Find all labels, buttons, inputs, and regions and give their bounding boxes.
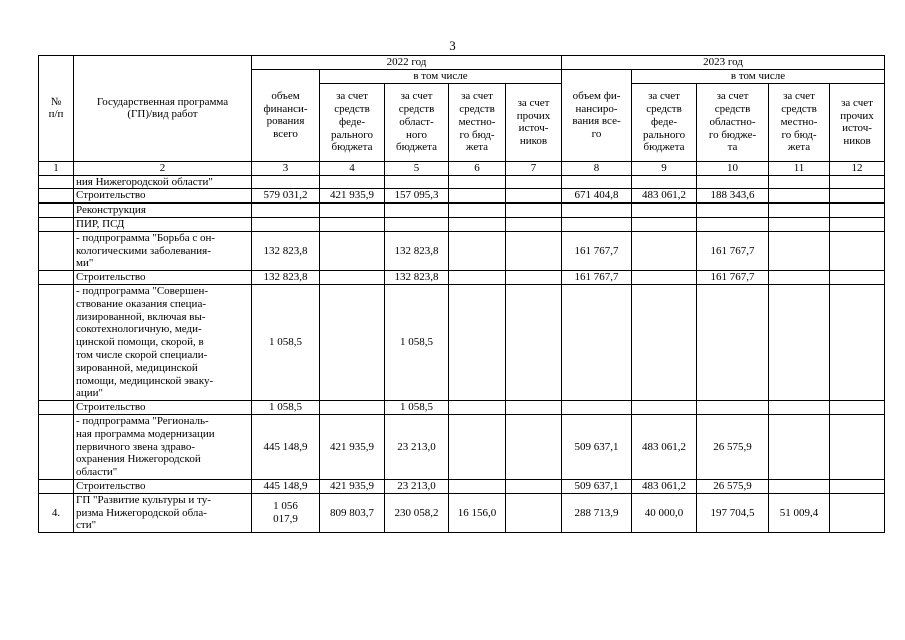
value-cell: 51 009,4: [769, 493, 830, 532]
value-cell: [320, 203, 385, 217]
row-name: Строительство: [74, 401, 252, 415]
table-row: [39, 203, 885, 217]
value-cell: [252, 175, 320, 189]
row-number: [39, 203, 74, 217]
value-cell: [830, 203, 885, 217]
value-cell: 445 148,9: [252, 479, 320, 493]
value-cell: 579 031,2: [252, 189, 320, 203]
col-number: 3: [252, 161, 320, 175]
value-cell: [449, 284, 506, 400]
value-cell: [562, 217, 632, 231]
value-cell: [562, 175, 632, 189]
header-2022-total: объем финанси- рования всего: [252, 70, 320, 162]
row-name: ния Нижегородской области": [74, 175, 252, 189]
header-2022-including: в том числе: [320, 70, 562, 84]
value-cell: 161 767,7: [697, 271, 769, 285]
table-row: [39, 284, 885, 400]
value-cell: 1 058,5: [252, 401, 320, 415]
col-number: 9: [632, 161, 697, 175]
value-cell: 23 213,0: [385, 479, 449, 493]
table-row: [39, 479, 885, 493]
value-cell: [830, 271, 885, 285]
table-row: [39, 401, 885, 415]
value-cell: [632, 217, 697, 231]
header-2023-total: объем фи- нансиро- вания все- го: [562, 70, 632, 162]
value-cell: [449, 231, 506, 270]
value-cell: [632, 401, 697, 415]
col-number: 6: [449, 161, 506, 175]
value-cell: [449, 271, 506, 285]
table-row: [39, 414, 885, 479]
value-cell: [449, 479, 506, 493]
table-row: [39, 231, 885, 270]
value-cell: [830, 284, 885, 400]
value-cell: [449, 401, 506, 415]
value-cell: [769, 203, 830, 217]
value-cell: 809 803,7: [320, 493, 385, 532]
value-cell: 197 704,5: [697, 493, 769, 532]
value-cell: 26 575,9: [697, 414, 769, 479]
table-row: [39, 175, 885, 189]
value-cell: 157 095,3: [385, 189, 449, 203]
value-cell: [320, 231, 385, 270]
row-name: Строительство: [74, 479, 252, 493]
value-cell: 421 935,9: [320, 479, 385, 493]
table-row: [39, 271, 885, 285]
value-cell: [769, 231, 830, 270]
header-year-2023: 2023 год: [562, 56, 885, 70]
value-cell: [506, 203, 562, 217]
value-cell: [769, 189, 830, 203]
row-number: [39, 284, 74, 400]
value-cell: [506, 479, 562, 493]
value-cell: 445 148,9: [252, 414, 320, 479]
value-cell: 1 058,5: [252, 284, 320, 400]
value-cell: 421 935,9: [320, 189, 385, 203]
value-cell: 483 061,2: [632, 414, 697, 479]
value-cell: 421 935,9: [320, 414, 385, 479]
value-cell: [830, 189, 885, 203]
value-cell: [320, 175, 385, 189]
value-cell: [697, 203, 769, 217]
value-cell: [830, 231, 885, 270]
page-number: 3: [449, 38, 456, 53]
col-number: 8: [562, 161, 632, 175]
value-cell: 161 767,7: [697, 231, 769, 270]
value-cell: [830, 401, 885, 415]
value-cell: 1 058,5: [385, 284, 449, 400]
value-cell: [449, 189, 506, 203]
value-cell: 288 713,9: [562, 493, 632, 532]
row-number: [39, 479, 74, 493]
row-name: ГП "Развитие культуры и ту- ризма Нижегородской обла- сти": [74, 493, 252, 532]
value-cell: [449, 414, 506, 479]
value-cell: [506, 189, 562, 203]
value-cell: [252, 203, 320, 217]
value-cell: [449, 175, 506, 189]
table-row: [39, 493, 885, 532]
row-number: [39, 271, 74, 285]
value-cell: 1 058,5: [385, 401, 449, 415]
header-program: Государственная программа (ГП)/вид работ: [74, 56, 252, 162]
value-cell: 509 637,1: [562, 479, 632, 493]
value-cell: [632, 271, 697, 285]
value-cell: [506, 493, 562, 532]
row-name: - подпрограмма "Совершен- ствование оказания специа- лизированной, включая вы- сокотехнологичную, меди- цинской помощи, скорой, в том числе скорой специали- зированной, медицинской помощи, медицинской эваку- ации": [74, 284, 252, 400]
value-cell: 671 404,8: [562, 189, 632, 203]
col-number: 2: [74, 161, 252, 175]
value-cell: [632, 175, 697, 189]
value-cell: [506, 231, 562, 270]
col-number: 4: [320, 161, 385, 175]
value-cell: [385, 217, 449, 231]
header-year-2022: 2022 год: [252, 56, 562, 70]
row-number: [39, 231, 74, 270]
value-cell: [632, 284, 697, 400]
value-cell: [830, 175, 885, 189]
value-cell: 132 823,8: [385, 231, 449, 270]
value-cell: [697, 217, 769, 231]
budget-table: [38, 55, 885, 533]
row-name: ПИР, ПСД: [74, 217, 252, 231]
col-number: 11: [769, 161, 830, 175]
value-cell: 23 213,0: [385, 414, 449, 479]
value-cell: 161 767,7: [562, 271, 632, 285]
value-cell: 483 061,2: [632, 189, 697, 203]
value-cell: [449, 203, 506, 217]
header-2022-local: за счет средств местно- го бюд- жета: [449, 83, 506, 161]
table-row: [39, 189, 885, 203]
col-number: 7: [506, 161, 562, 175]
value-cell: [830, 414, 885, 479]
value-cell: [769, 175, 830, 189]
row-number: [39, 414, 74, 479]
value-cell: 132 823,8: [252, 231, 320, 270]
value-cell: [697, 175, 769, 189]
value-cell: 188 343,6: [697, 189, 769, 203]
col-number: 10: [697, 161, 769, 175]
row-number: [39, 217, 74, 231]
value-cell: [769, 217, 830, 231]
row-name: Строительство: [74, 271, 252, 285]
value-cell: [385, 203, 449, 217]
value-cell: 40 000,0: [632, 493, 697, 532]
header-2023-regional: за счет средств областно- го бюдже- та: [697, 83, 769, 161]
row-name: - подпрограмма "Борьба с он- кологическими заболевания- ми": [74, 231, 252, 270]
value-cell: 161 767,7: [562, 231, 632, 270]
value-cell: [830, 479, 885, 493]
value-cell: 26 575,9: [697, 479, 769, 493]
value-cell: [769, 479, 830, 493]
value-cell: [830, 217, 885, 231]
value-cell: 132 823,8: [385, 271, 449, 285]
value-cell: [506, 401, 562, 415]
header-no: № п/п: [39, 56, 74, 162]
value-cell: [697, 401, 769, 415]
value-cell: 132 823,8: [252, 271, 320, 285]
col-number: 1: [39, 161, 74, 175]
value-cell: [252, 217, 320, 231]
col-number: 12: [830, 161, 885, 175]
row-number: [39, 189, 74, 203]
col-number: 5: [385, 161, 449, 175]
header-2022-regional: за счет средств област- ного бюджета: [385, 83, 449, 161]
value-cell: [506, 284, 562, 400]
value-cell: [506, 414, 562, 479]
value-cell: [769, 271, 830, 285]
value-cell: [506, 271, 562, 285]
header-2023-federal: за счет средств феде- рального бюджета: [632, 83, 697, 161]
table-row: [39, 217, 885, 231]
value-cell: [769, 401, 830, 415]
value-cell: [769, 414, 830, 479]
row-name: - подпрограмма "Региональ- ная программа модернизации первичного звена здраво- охранения Нижегородской области": [74, 414, 252, 479]
value-cell: [697, 284, 769, 400]
row-number: [39, 401, 74, 415]
value-cell: [632, 203, 697, 217]
value-cell: 16 156,0: [449, 493, 506, 532]
value-cell: [320, 284, 385, 400]
value-cell: [506, 217, 562, 231]
row-name: Реконструкция: [74, 203, 252, 217]
value-cell: 483 061,2: [632, 479, 697, 493]
value-cell: [320, 217, 385, 231]
row-number: [39, 175, 74, 189]
row-name: Строительство: [74, 189, 252, 203]
value-cell: [562, 284, 632, 400]
value-cell: [562, 203, 632, 217]
header-2023-including: в том числе: [632, 70, 885, 84]
header-2022-other: за счет прочих источ- ников: [506, 83, 562, 161]
value-cell: 1 056 017,9: [252, 493, 320, 532]
value-cell: [830, 493, 885, 532]
value-cell: 509 637,1: [562, 414, 632, 479]
value-cell: [320, 401, 385, 415]
value-cell: [449, 217, 506, 231]
value-cell: [562, 401, 632, 415]
value-cell: [320, 271, 385, 285]
value-cell: [769, 284, 830, 400]
header-2023-other: за счет прочих источ- ников: [830, 83, 885, 161]
value-cell: [506, 175, 562, 189]
value-cell: [385, 175, 449, 189]
header-2023-local: за счет средств местно- го бюд- жета: [769, 83, 830, 161]
row-number: 4.: [39, 493, 74, 532]
header-2022-federal: за счет средств феде- рального бюджета: [320, 83, 385, 161]
value-cell: [632, 231, 697, 270]
value-cell: 230 058,2: [385, 493, 449, 532]
